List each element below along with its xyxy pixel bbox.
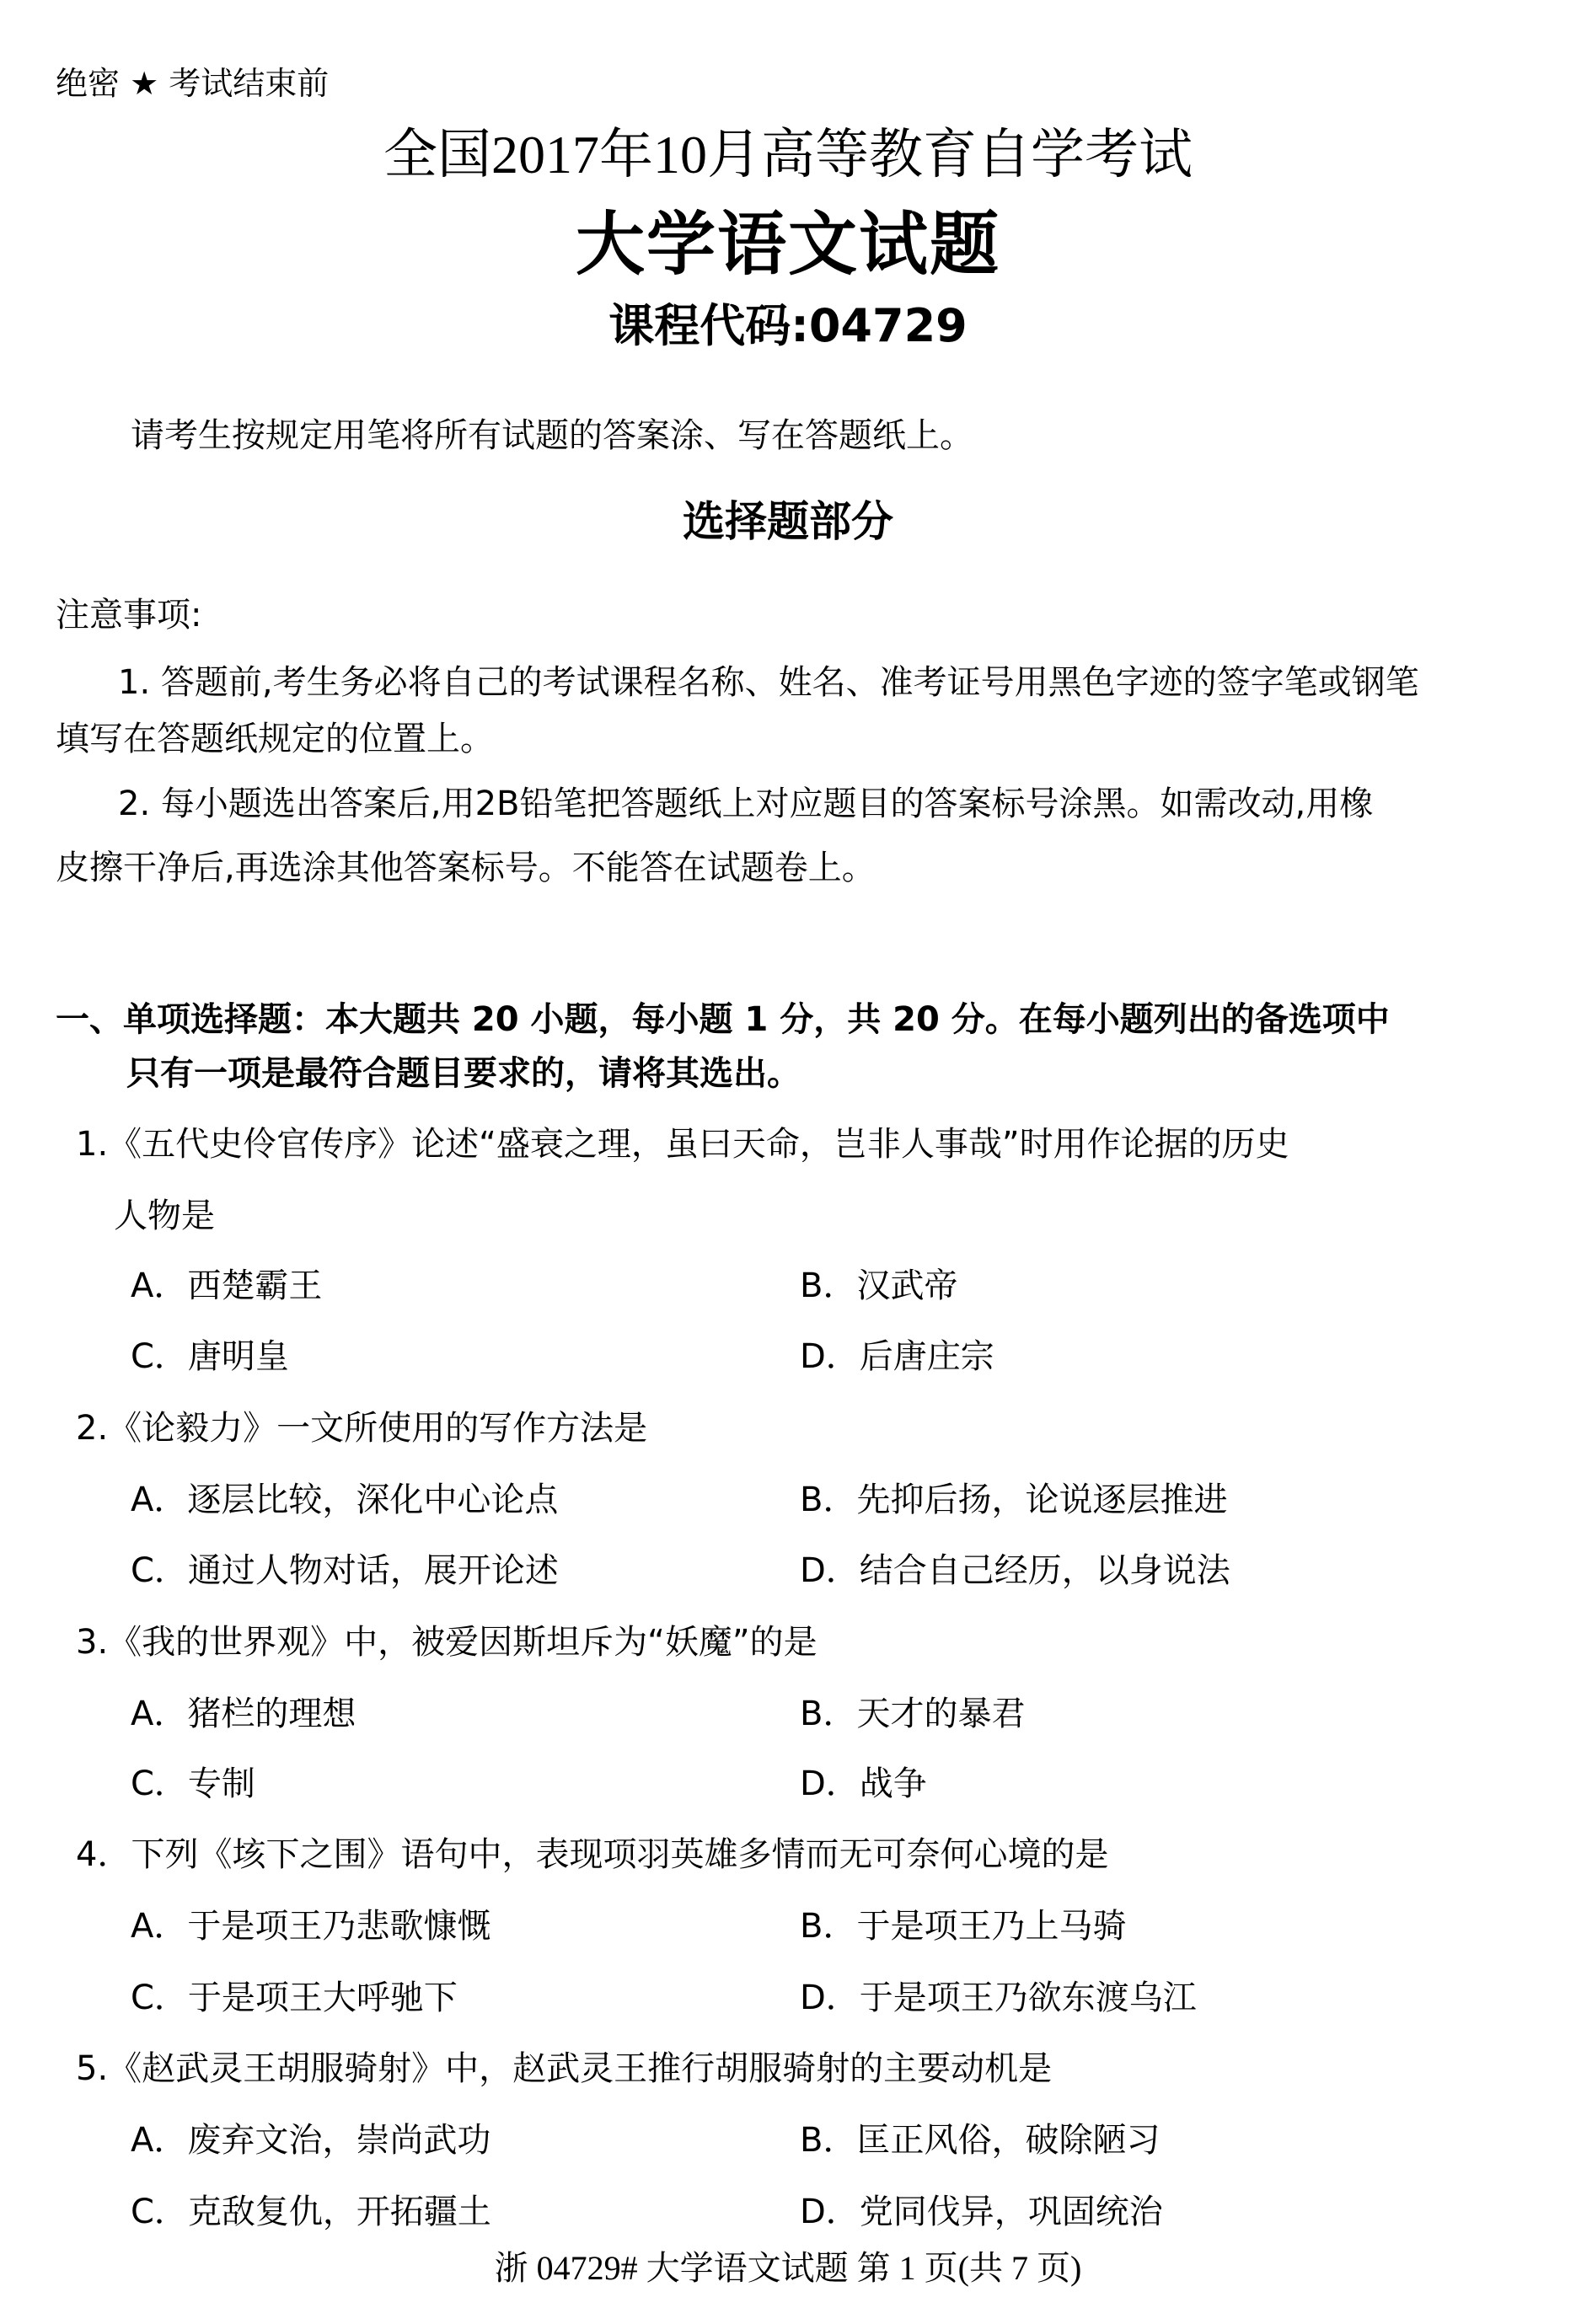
note-1-line-2: 填写在答题纸规定的位置上。 [56,720,494,758]
course-code: 课程代码:04729 [608,299,968,352]
question-1-stem-cont: 人物是 [114,1197,215,1235]
note-2-line-1: 2. 每小题选出答案后,用2B铅笔把答题纸上对应题目的答案标号涂黑。如需改动,用橡 [118,784,1374,823]
answer-instruction: 请考生按规定用笔将所有试题的答案涂、写在答题纸上。 [131,416,973,455]
question-5-option-c: C．克敌复仇，开拓疆土 [131,2193,491,2231]
question-4-option-a: A．于是项王乃悲歌慷慨 [131,1907,491,1946]
question-3-stem: 3.《我的世界观》中，被爱因斯坦斥为“妖魔”的是 [76,1623,817,1662]
question-5-stem: 5.《赵武灵王胡服骑射》中，赵武灵王推行胡服骑射的主要动机是 [76,2049,1053,2088]
page-footer: 浙 04729# 大学语文试题 第 1 页(共 7 页) [494,2249,1082,2287]
question-5-option-b: B．匡正风俗，破除陋习 [800,2121,1161,2160]
question-3-option-c: C．专制 [131,1764,255,1803]
part-title: 选择题部分 [683,497,893,546]
question-4-stem: 4．下列《垓下之围》语句中，表现项羽英雄多情而无可奈何心境的是 [76,1835,1109,1874]
question-2-option-c: C．通过人物对话，展开论述 [131,1551,559,1590]
question-1-option-c: C．唐明皇 [131,1337,289,1376]
question-1-option-a: A．西楚霸王 [131,1266,323,1305]
question-5-option-a: A．废弃文治，崇尚武功 [131,2121,491,2160]
notes-heading: 注意事项: [56,596,202,635]
question-4-option-d: D．于是项王乃欲东渡乌江 [800,1979,1197,2017]
question-2-option-d: D．结合自己经历，以身说法 [800,1551,1230,1590]
exam-title: 全国2017年10月高等教育自学考试 [383,125,1193,185]
question-2-option-a: A．逐层比较，深化中心论点 [131,1481,559,1519]
question-5-option-d: D．党同伐异，巩固统治 [800,2193,1163,2231]
question-3-option-b: B．天才的暴君 [800,1695,1026,1733]
note-2-line-2: 皮擦干净后,再选涂其他答案标号。不能答在试题卷上。 [56,849,876,887]
question-2-option-b: B．先抑后扬，论说逐层推进 [800,1481,1228,1519]
note-1-line-1: 1. 答题前,考生务必将自己的考试课程名称、姓名、准考证号用黑色字迹的签字笔或钢笔 [118,663,1419,702]
question-1-option-b: B．汉武帝 [800,1266,958,1305]
confidential-mark: 绝密 ★ 考试结束前 [56,65,330,102]
section-heading-line-2: 只有一项是最符合题目要求的，请将其选出。 [126,1054,801,1093]
question-1-stem: 1.《五代史伶官传序》论述“盛衰之理，虽曰天命，岂非人事哉”时用作论据的历史 [76,1125,1289,1164]
question-3-option-a: A．猪栏的理想 [131,1695,356,1733]
paper-title: 大学语文试题 [575,205,1000,285]
section-heading-line-1: 一、单项选择题：本大题共 20 小题，每小题 1 分，共 20 分。在每小题列出的备选项中 [56,1000,1390,1039]
question-4-option-b: B．于是项王乃上马骑 [800,1907,1127,1946]
question-2-stem: 2.《论毅力》一文所使用的写作方法是 [76,1409,648,1448]
question-1-option-d: D．后唐庄宗 [800,1337,994,1376]
question-4-option-c: C．于是项王大呼驰下 [131,1979,458,2017]
question-3-option-d: D．战争 [800,1764,927,1803]
